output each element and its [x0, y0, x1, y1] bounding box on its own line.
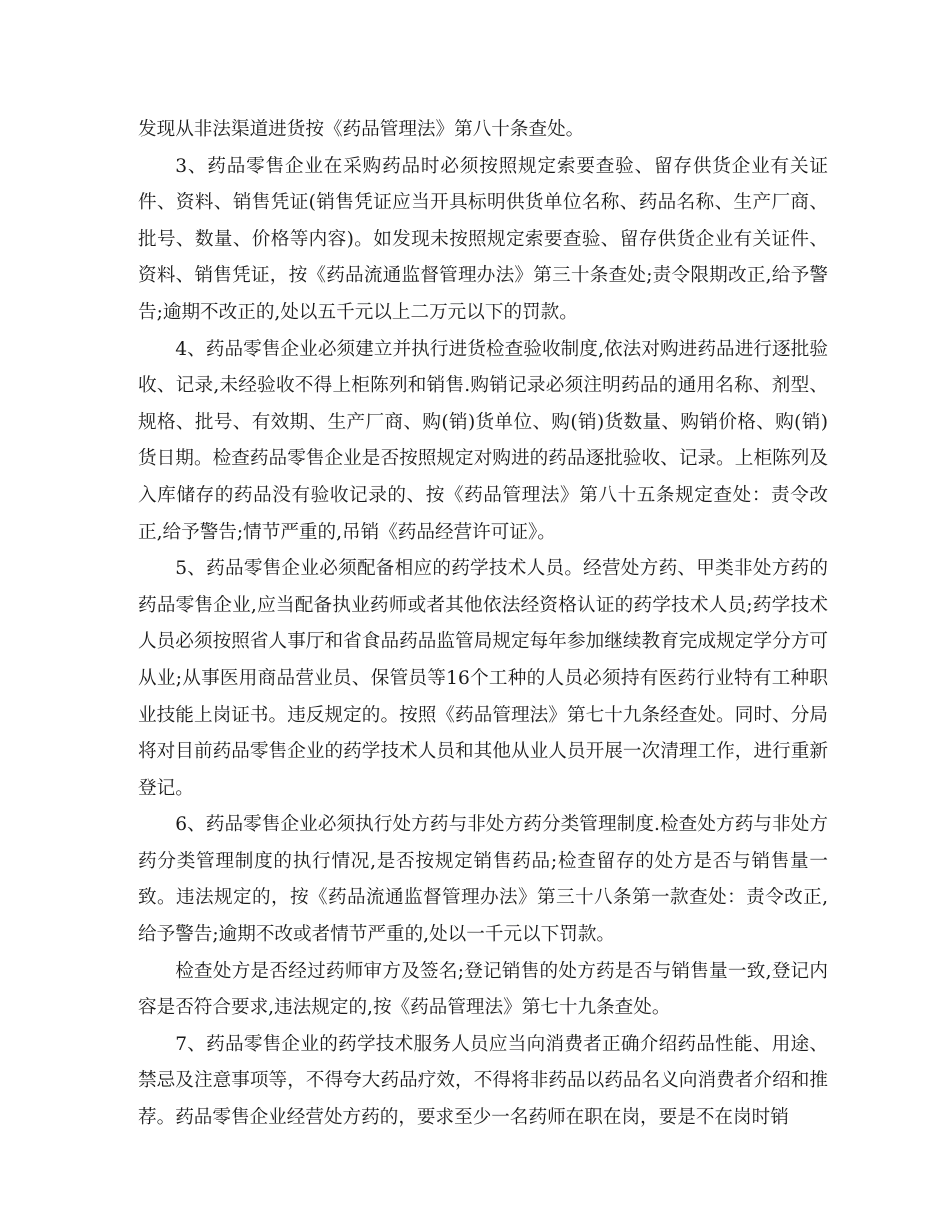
paragraph-item-4: 4、药品零售企业必须建立并执行进货检查验收制度,依法对购进药品进行逐批验收、记录,未经验收不得上柜陈列和销售.购销记录必须注明药品的通用名称、剂型、规格、批号、有效期、生产厂商、购(销)货单位、购(销)货数量、购销价格、购(销)货日期。检查药品零售企业是否按照规定对购进的药品逐批验收、记录。上柜陈列及入库储存的药品没有验收记录的、按《药品管理法》第八十五条规定查处：责令改正,给予警告;情节严重的,吊销《药品经营许可证》。	[138, 338, 828, 543]
paragraph-item-7: 7、药品零售企业的药学技术服务人员应当向消费者正确介绍药品性能、用途、禁忌及注意事项等，不得夸大药品疗效，不得将非药品以药品名义向消费者介绍和推荐。药品零售企业经营处方药的，要求至少一名药师在职在岗，要是不在岗时销	[138, 1033, 828, 1129]
document-body	[138, 112, 828, 1137]
paragraph-item-3: 3、药品零售企业在采购药品时必须按照规定索要查验、留存供货企业有关证件、资料、销售凭证(销售凭证应当开具标明供货单位名称、药品名称、生产厂商、批号、数量、价格等内容)。如发现未按照规定索要查验、留存供货企业有关证件、资料、销售凭证，按《药品流通监督管理办法》第三十条查处;责令限期改正,给予警告;逾期不改正的,处以五千元以上二万元以下的罚款。	[138, 155, 828, 323]
paragraph-continuation: 发现从非法渠道进货按《药品管理法》第八十条查处。	[138, 119, 585, 140]
paragraph-item-6: 6、药品零售企业必须执行处方药与非处方药分类管理制度.检查处方药与非处方药分类管理制度的执行情况,是否按规定销售药品;检查留存的处方是否与销售量一致。违法规定的，按《药品流通监督管理办法》第三十八条第一款查处：责令改正,给予警告;逾期不改或者情节严重的,处以一千元以下罚款。	[138, 814, 828, 946]
paragraph-prescription-check: 检查处方是否经过药师审方及签名;登记销售的处方药是否与销售量一致,登记内容是否符合要求,违法规定的,按《药品管理法》第七十九条查处。	[138, 960, 828, 1019]
paragraph-item-5: 5、药品零售企业必须配备相应的药学技术人员。经营处方药、甲类非处方药的药品零售企业,应当配备执业药师或者其他依法经资格认证的药学技术人员;药学技术人员必须按照省人事厅和省食品药品监管局规定每年参加继续教育完成规定学分方可从业;从事医用商品营业员、保管员等16个工种的人员必须持有医药行业特有工种职业技能上岗证书。违反规定的。按照《药品管理法》第七十九条经查处。同时、分局将对目前药品零售企业的药学技术人员和其他从业人员开展一次清理工作，进行重新登记。	[138, 558, 828, 799]
